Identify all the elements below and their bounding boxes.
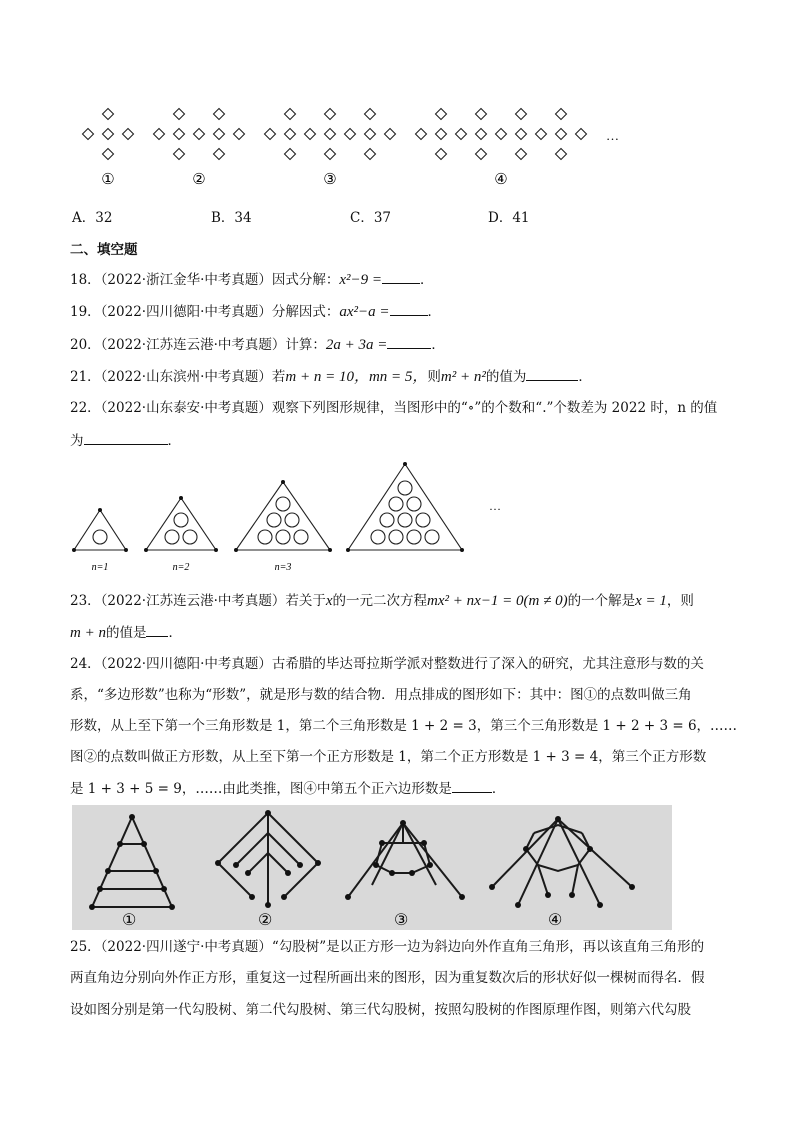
question-23-line2 (70, 622, 182, 643)
diamond-mark (436, 129, 447, 140)
q21-expr1: m + n = 10，mn = 5， (285, 369, 428, 385)
option-b: B．34 (211, 210, 252, 226)
diamond-mark (214, 109, 225, 120)
q22-triangle-figures (66, 460, 526, 575)
question-21 (70, 366, 592, 387)
diamond-mark (365, 149, 376, 160)
diamond-mark (476, 149, 487, 160)
q19-end: ． (427, 304, 442, 320)
q20-expr: 2a + 3a = (325, 337, 388, 353)
q21-blank (526, 366, 578, 381)
q18-end: ． (420, 272, 434, 288)
diamond-mark (285, 129, 296, 140)
q19-blank (390, 301, 428, 316)
q17-ellipsis: … (606, 128, 619, 143)
diamond-mark (174, 109, 185, 120)
diamond-mark (325, 129, 336, 140)
q18-expr: x²−9 = (339, 272, 383, 288)
diamond-mark (174, 149, 185, 160)
q24-blank (452, 778, 492, 793)
diamond-mark (385, 129, 396, 140)
q21-end: ． (578, 369, 592, 385)
diamond-mark (496, 129, 507, 140)
q22-line2-suffix: ． (167, 433, 181, 449)
diamond-mark (103, 129, 114, 140)
diamond-mark (103, 109, 114, 120)
diamond-mark (556, 149, 567, 160)
diamond-mark (234, 129, 245, 140)
diamond-mark (436, 149, 447, 160)
diamond-mark (325, 109, 336, 120)
diamond-mark (416, 129, 427, 140)
q22-ellipsis: … (489, 499, 501, 513)
option-a: A．32 (72, 210, 113, 226)
diamond-mark (516, 109, 527, 120)
q24-figure-label-1: ① (122, 912, 137, 929)
q17-figure-label-3: ③ (323, 172, 337, 188)
diamond-mark (103, 149, 114, 160)
diamond-mark (305, 129, 316, 140)
question-24-line1: 24．（2022·四川德阳·中考真题）古希腊的毕达哥拉斯学派对整数进行了深入的研究，尤其注意形与数的关 (70, 656, 704, 672)
q18-text: 18．（2022·浙江金华·中考真题）因式分解： (70, 272, 340, 288)
diamond-mark (285, 109, 296, 120)
q23-prefix: 23．（2022·江苏连云港·中考真题）若关于 (70, 593, 326, 609)
q23-blank (146, 622, 168, 637)
q22-line2-prefix: 为 (70, 433, 84, 449)
diamond-mark (123, 129, 134, 140)
diamond-mark (436, 109, 447, 120)
q17-diamond-figures (70, 104, 630, 190)
diamond-mark (325, 149, 336, 160)
question-20 (70, 334, 445, 355)
diamond-mark (194, 129, 205, 140)
diamond-mark (476, 129, 487, 140)
q24-figure-label-3: ③ (394, 912, 409, 929)
diamond-mark (365, 129, 376, 140)
q23-mid2: 的一个解是 (567, 593, 636, 609)
q23-var: x (325, 593, 333, 609)
diamond-mark (516, 149, 527, 160)
q20-text: 20．（2022·江苏连云港·中考真题）计算： (70, 337, 326, 353)
diamond-mark (214, 129, 225, 140)
question-22-line1: 22．（2022·山东泰安·中考真题）观察下列图形规律，当图形中的“∘”的个数和“.”个数差为 2022 时，n 的值 (70, 400, 718, 416)
q21-suffix: 的值为 (485, 369, 527, 385)
q24-figure-label-2: ② (258, 912, 273, 929)
q24-line5-prefix: 是 1 + 3 + 5 = 9，……由此类推，图④中第五个正六边形数是 (70, 781, 452, 797)
diamond-mark (476, 109, 487, 120)
question-25-line2: 两直角边分别向外作正方形，重复这一过程所画出来的图形，因为重复数次后的形状好似一棵树而得名．假 (70, 970, 705, 986)
question-23-line1 (70, 591, 694, 611)
q23-equation: mx² + nx−1 = 0(m ≠ 0) (427, 593, 568, 609)
diamond-mark (174, 129, 185, 140)
diamond-mark (536, 129, 547, 140)
option-d: D．41 (488, 210, 530, 226)
q22-blank (84, 430, 168, 445)
question-24-line3: 形数，从上至下第一个三角形数是 1，第二个三角形数是 1 + 2 = 3，第三个三角形数是 1 + 2 + 3 = 6，…… (70, 718, 738, 734)
q24-line5-suffix: ． (491, 781, 506, 797)
q23-tail: ，则 (666, 593, 694, 609)
q19-expr: ax²−a = (339, 304, 390, 320)
q17-figure-label-1: ① (101, 172, 115, 188)
question-24-line5 (70, 778, 505, 799)
question-25-line3: 设如图分别是第一代勾股树、第二代勾股树、第三代勾股树，按照勾股树的作图原理作图，则第六代勾股 (70, 1002, 691, 1018)
option-c: C．37 (350, 210, 392, 226)
diamond-mark (285, 149, 296, 160)
q24-figure-photo (72, 805, 672, 930)
question-18 (70, 269, 434, 290)
diamond-mark (83, 129, 94, 140)
q21-expr2: m² + n² (440, 369, 486, 385)
diamond-mark (556, 129, 567, 140)
q23-line2-end: ． (168, 625, 182, 641)
q20-blank (387, 334, 431, 349)
diamond-mark (576, 129, 587, 140)
q19-text: 19．（2022·四川德阳·中考真题）分解因式： (70, 304, 340, 320)
question-25-line1: 25．（2022·四川遂宁·中考真题）“勾股树”是以正方形一边为斜边向外作直角三角形，再以该直角三角形的 (70, 939, 705, 955)
q22-caption-1: n=1 (91, 562, 109, 573)
diamond-mark (516, 129, 527, 140)
diamond-mark (345, 129, 356, 140)
diamond-mark (214, 149, 225, 160)
diamond-mark (265, 129, 276, 140)
q23-solution: x = 1 (635, 593, 667, 609)
q23-line2-expr: m + n (70, 625, 106, 641)
q17-figure-label-2: ② (192, 172, 206, 188)
q23-line2-text: 的值是 (105, 625, 147, 641)
q21-mid: 则 (427, 369, 441, 385)
question-22-line2 (70, 430, 181, 451)
section-title: 二、填空题 (70, 242, 138, 258)
diamond-mark (154, 129, 165, 140)
q17-figure-label-4: ④ (494, 172, 508, 188)
diamond-mark (556, 109, 567, 120)
q22-caption-2: n=2 (172, 562, 190, 573)
question-19 (70, 301, 441, 322)
diamond-mark (456, 129, 467, 140)
q21-text: 21．（2022·山东滨州·中考真题）若 (70, 369, 286, 385)
q18-blank (382, 269, 420, 284)
question-24-line2: 系，“多边形数”也称为“形数”，就是形与数的结合物．用点排成的图形如下：其中：图①的点数叫做三角 (70, 687, 692, 703)
diamond-mark (365, 109, 376, 120)
question-24-line4: 图②的点数叫做正方形数，从上至下第一个正方形数是 1，第二个正方形数是 1 + 3 = 4，第三个正方形数 (70, 749, 707, 765)
q20-end: ． (431, 337, 445, 353)
q22-caption-3: n=3 (274, 562, 292, 573)
q23-mid: 的一元二次方程 (332, 593, 428, 609)
q24-figure-label-4: ④ (548, 912, 563, 929)
